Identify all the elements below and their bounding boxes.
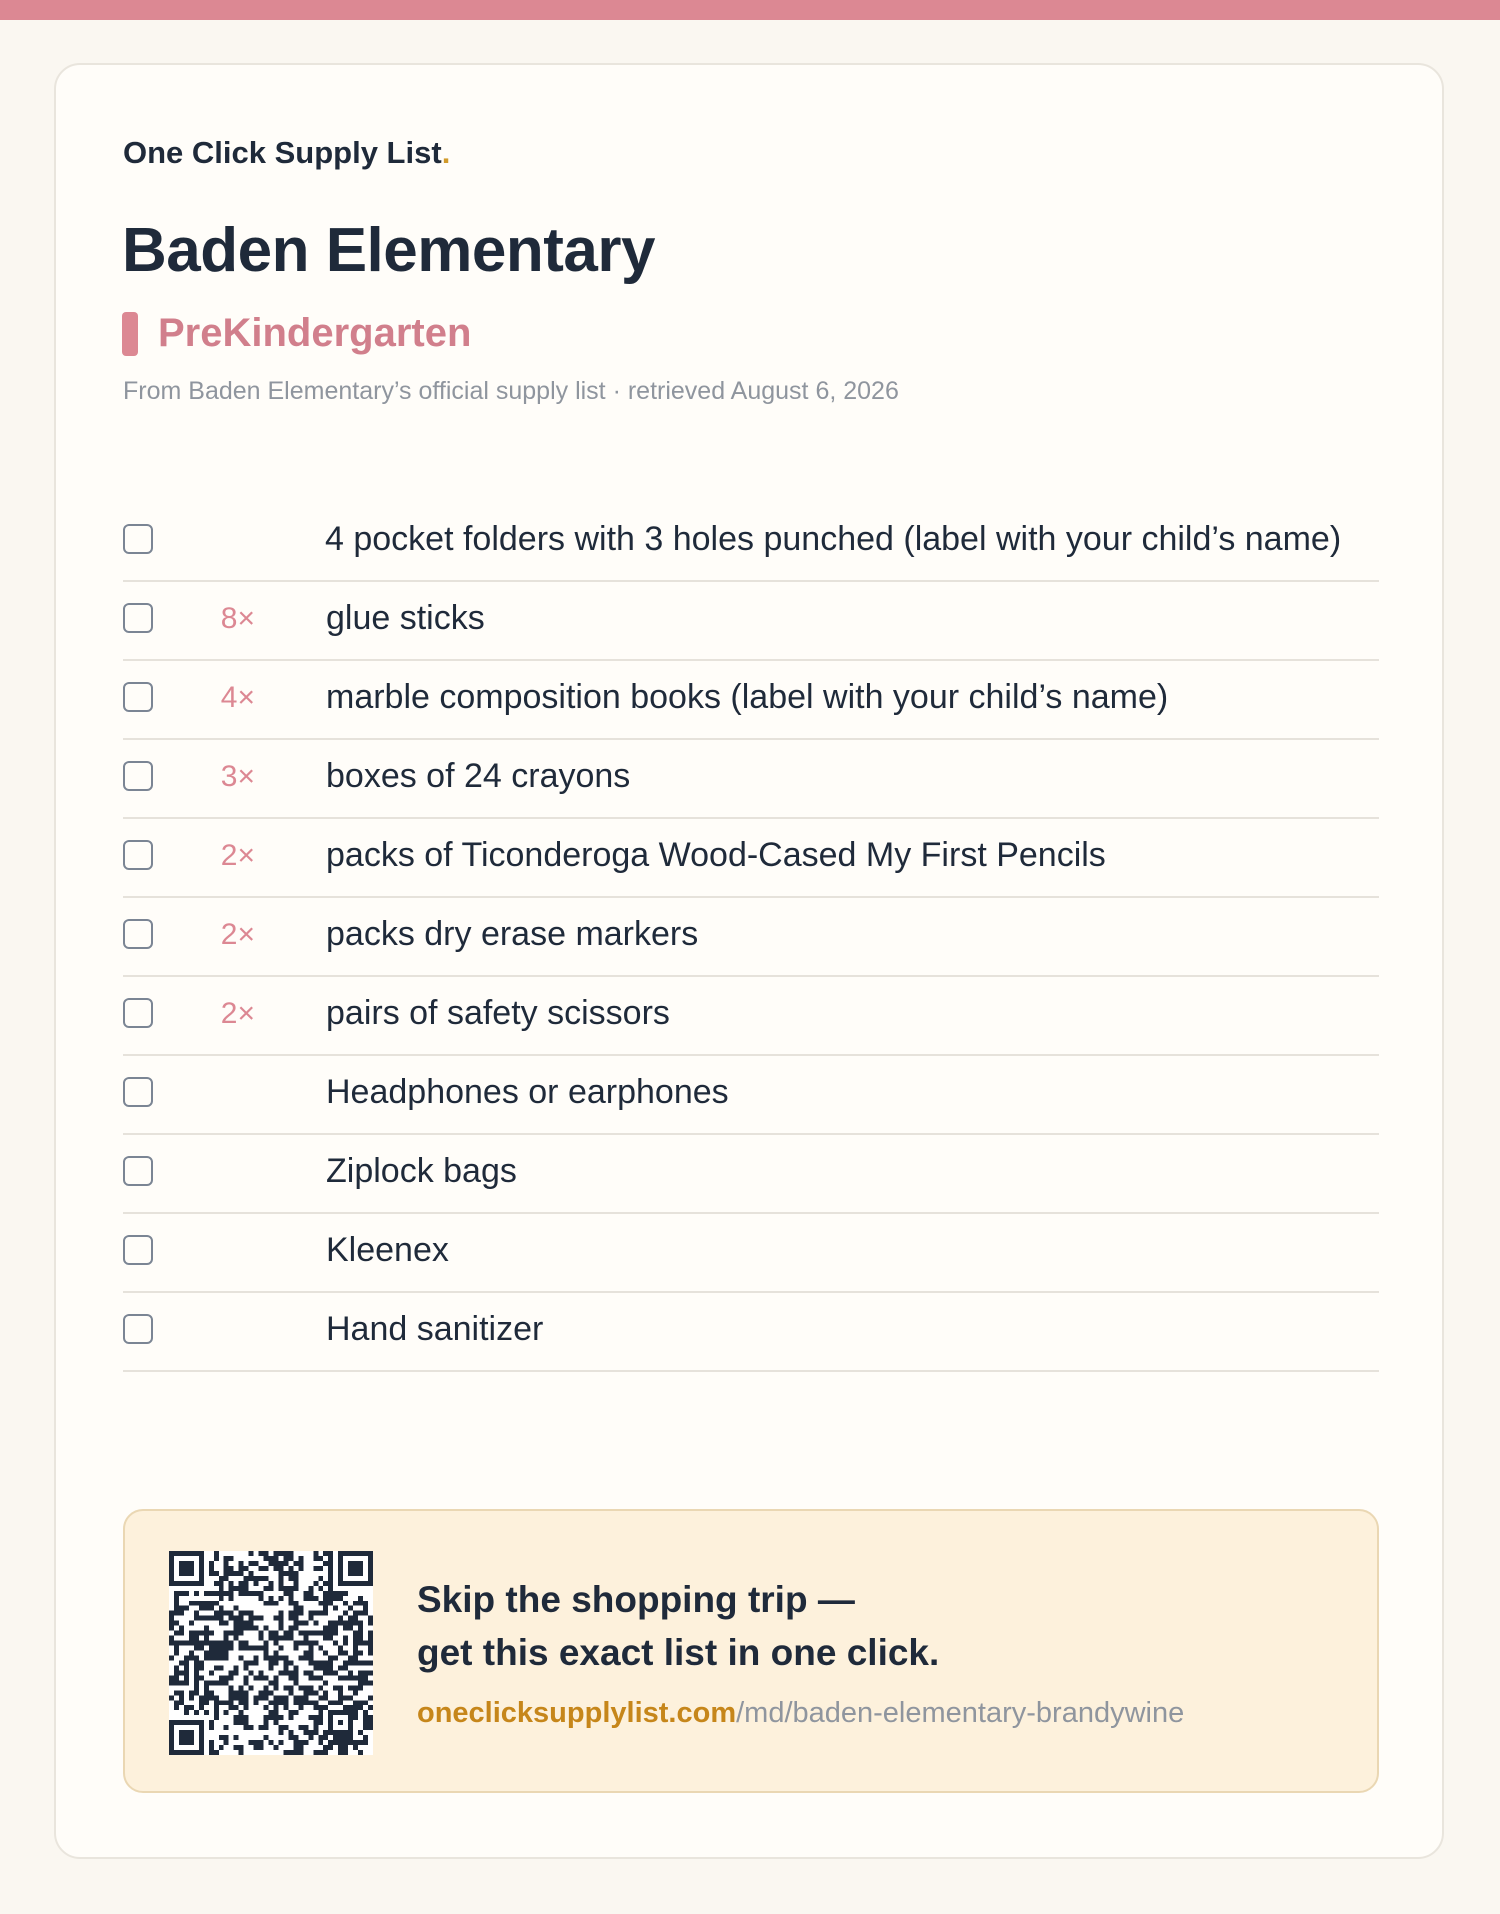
- item-text: Kleenex: [326, 1231, 449, 1269]
- item-text: marble composition books (label with your child’s name): [326, 678, 1169, 716]
- supply-list: [123, 503, 1379, 1372]
- school-title: Baden Elementary: [122, 216, 655, 285]
- list-item: [123, 819, 1379, 898]
- item-text: packs of Ticonderoga Wood-Cased My First Pencils: [326, 836, 1106, 874]
- checkbox-icon[interactable]: [123, 1156, 153, 1186]
- list-item: [123, 1056, 1379, 1135]
- list-item: [123, 1135, 1379, 1214]
- checkbox-icon[interactable]: [123, 998, 153, 1028]
- brand-dot: .: [441, 135, 451, 170]
- item-text: Ziplock bags: [326, 1152, 517, 1190]
- top-accent-bar: [0, 0, 1500, 20]
- item-quantity: 8×: [220, 602, 255, 635]
- list-item: [123, 582, 1379, 661]
- list-item: [123, 503, 1379, 582]
- item-text: boxes of 24 crayons: [326, 757, 631, 795]
- checkbox-icon[interactable]: [123, 1077, 153, 1107]
- item-quantity: 3×: [220, 760, 255, 793]
- qr-code-graphic: [169, 1551, 373, 1755]
- list-item: [123, 1293, 1379, 1372]
- item-text: Headphones or earphones: [326, 1073, 729, 1111]
- checkbox-icon[interactable]: [123, 1314, 153, 1344]
- checkbox-icon[interactable]: [123, 761, 153, 791]
- brand-name: One Click Supply List: [123, 135, 442, 170]
- item-quantity: 4×: [220, 681, 255, 714]
- list-item: [123, 1214, 1379, 1293]
- supply-list-card: [54, 63, 1444, 1859]
- promo-url-path: /md/baden-elementary-brandywine: [736, 1697, 1185, 1729]
- checkbox-icon[interactable]: [123, 840, 153, 870]
- qr-code-icon[interactable]: [169, 1551, 373, 1755]
- checkbox-icon[interactable]: [123, 1235, 153, 1265]
- list-item: [123, 740, 1379, 819]
- item-text: glue sticks: [326, 599, 485, 637]
- promo-headline: [417, 1573, 939, 1679]
- item-quantity: 2×: [220, 918, 255, 951]
- checkbox-icon[interactable]: [123, 682, 153, 712]
- item-text: pairs of safety scissors: [326, 994, 670, 1032]
- item-quantity: 2×: [220, 839, 255, 872]
- grade-label: PreKindergarten: [158, 311, 472, 355]
- checkbox-icon[interactable]: [123, 524, 153, 554]
- promo-headline-line2: get this exact list in one click.: [417, 1632, 940, 1673]
- grade-heading: [122, 311, 471, 356]
- item-quantity: 2×: [220, 997, 255, 1030]
- item-text: packs dry erase markers: [326, 915, 699, 953]
- source-note: From Baden Elementary’s official supply list · retrieved August 6, 2026: [123, 377, 899, 405]
- list-item: [123, 898, 1379, 977]
- promo-url-domain: oneclicksupplylist.com: [417, 1697, 737, 1729]
- item-text: 4 pocket folders with 3 holes punched (label with your child’s name): [325, 520, 1342, 558]
- brand-logo[interactable]: [123, 135, 450, 171]
- grade-accent-bar: [122, 312, 138, 356]
- promo-banner: [123, 1509, 1379, 1793]
- checkbox-icon[interactable]: [123, 603, 153, 633]
- promo-url-link[interactable]: [417, 1697, 1184, 1730]
- promo-headline-line1: Skip the shopping trip —: [417, 1579, 855, 1620]
- item-text: Hand sanitizer: [326, 1310, 544, 1348]
- list-item: [123, 661, 1379, 740]
- checkbox-icon[interactable]: [123, 919, 153, 949]
- list-item: [123, 977, 1379, 1056]
